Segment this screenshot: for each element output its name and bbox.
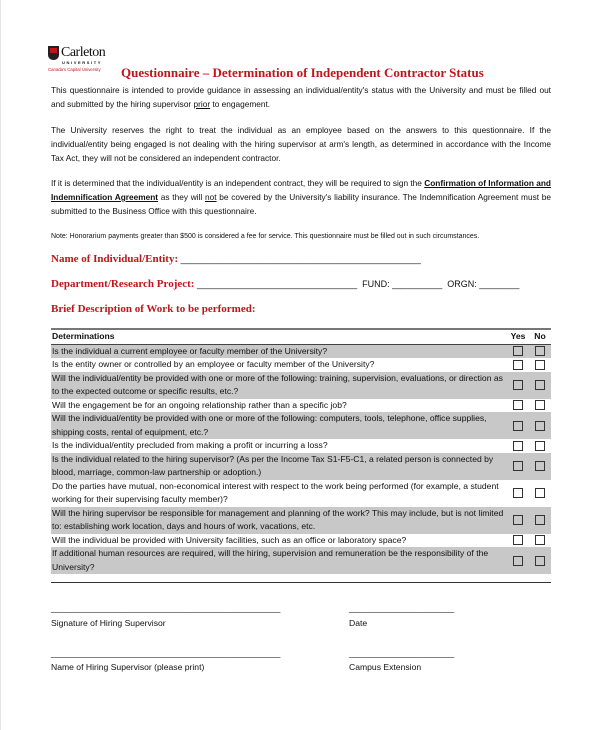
table-header — [51, 330, 551, 345]
orgn-label: ORGN: — [447, 279, 477, 289]
signature-label: Signature of Hiring Supervisor — [51, 618, 166, 628]
table-row — [51, 345, 551, 359]
name-field[interactable] — [51, 253, 421, 265]
table-row — [51, 453, 551, 480]
yes-checkbox[interactable] — [513, 535, 523, 545]
no-checkbox[interactable] — [535, 488, 545, 498]
date-line[interactable]: ______________________ — [349, 603, 455, 613]
yes-checkbox[interactable] — [513, 400, 523, 410]
contract-paragraph — [51, 176, 551, 218]
extension-line[interactable]: ______________________ — [349, 648, 455, 658]
department-input-line[interactable]: ________________________________ — [196, 279, 358, 289]
name-input-line[interactable]: ________________________________________________ — [180, 254, 421, 264]
treatment-paragraph: The University reserves the right to treat the individual as an employee based on the answers to this questionnaire. If the individual/entity being engaged is not dealing with the hiring supervisor at arm's length, as determined in accordance with the Income Tax Act, they will not be considered an independent contractor. — [51, 125, 551, 163]
intro-emphasis: prior — [193, 99, 211, 109]
department-label: Department/Research Project: — [51, 278, 195, 290]
question-text: Is the entity owner or controlled by an employee or faculty member of the University? — [52, 359, 375, 369]
table-row — [51, 534, 551, 548]
yes-checkbox[interactable] — [513, 380, 523, 390]
department-field[interactable] — [51, 278, 519, 290]
question-text: If additional human resources are required, will the hiring, supervision and remuneration be the responsibility of the University? — [52, 548, 489, 572]
no-checkbox[interactable] — [535, 346, 545, 356]
question-text: Will the individual be provided with University facilities, such as an office or laboratory space? — [52, 534, 407, 545]
yes-checkbox[interactable] — [513, 461, 523, 471]
contract-text: If it is determined that the individual/entity is an independent contract, they will be required to sign the — [51, 178, 425, 188]
yes-checkbox[interactable] — [513, 441, 523, 451]
no-checkbox[interactable] — [535, 400, 545, 410]
agreement-link[interactable]: Confirmation of Information and Indemnification Agreement — [51, 178, 551, 202]
question-text: Is the individual related to the hiring supervisor? (As per the Income Tax S1-F5-C1, a related person is connected by blood, marriage, common-law partnership or adoption.) — [52, 453, 494, 477]
table-row — [51, 480, 551, 507]
yes-checkbox[interactable] — [513, 488, 523, 498]
intro-text: This questionnaire is intended to provide guidance in assessing an individual/entity's status with the University and must be filled out and submitted by the hiring supervisor — [51, 85, 551, 109]
no-checkbox[interactable] — [535, 461, 545, 471]
no-checkbox[interactable] — [535, 441, 545, 451]
fund-input-line[interactable]: __________ — [392, 279, 443, 289]
header-determinations: Determinations — [52, 331, 115, 341]
contract-text-2: as they will — [158, 192, 205, 202]
extension-label: Campus Extension — [349, 662, 422, 672]
orgn-input-line[interactable]: ________ — [479, 279, 520, 289]
yes-checkbox[interactable] — [513, 421, 523, 431]
no-checkbox[interactable] — [535, 421, 545, 431]
yes-checkbox[interactable] — [513, 556, 523, 566]
shield-icon — [48, 46, 59, 60]
no-checkbox[interactable] — [535, 380, 545, 390]
brief-description-label: Brief Description of Work to be performed: — [51, 303, 256, 315]
header-no: No — [534, 331, 546, 341]
table-row — [51, 507, 551, 534]
table-row — [51, 547, 551, 574]
question-text: Is the individual/entity precluded from making a profit or incurring a loss? — [52, 440, 328, 450]
no-checkbox[interactable] — [535, 556, 545, 566]
yes-checkbox[interactable] — [513, 346, 523, 356]
supervisor-name-label: Name of Hiring Supervisor (please print) — [51, 662, 205, 672]
intro-text-end: to engagement. — [210, 99, 271, 109]
header-yes: Yes — [510, 331, 526, 341]
no-checkbox[interactable] — [535, 515, 545, 525]
question-text: Is the individual a current employee or faculty member of the University? — [52, 345, 328, 356]
fund-label: FUND: — [362, 279, 390, 289]
document-page: Carleton UNIVERSITY Canada's Capital University Questionnaire – Determination of Independent Contractor Status This questionnaire is intended to provide guidance in assessing an individual/entity's status with the University and must be filled out and submitted by the hiring supervisor prior to engagement. The University reserves the right to treat the individual as an employee based on the answers to this questionnaire. If the individual/entity being engaged is not dealing with the hiring supervisor at arm's length, as determined in accordance with the Income Tax Act, they will not be considered an independent contractor. If it is determined that the individual/entity is an independent contract, they will be required to sign the Confirmation of Information and Indemnification Agreement as they will not be covered by the University's liability insurance. The Indemnification Agreement must be submitted to the Business Office with this questionnaire. Note: Honorarium payments greater than $500 is considered a fee for service. This questionnaire must be filled out in such circumstances. Name of Individual/Entity: ________________________________________________ Department/Research Project: ________________________________ FUND: __________ ORGN: ________ Brief Description of Work to be performed: Determinations Yes No Is the individual a current employee or faculty member of the University? Is the entity owner or controlled by an employee or faculty member of the University? Will the individual/entity be provided with one or more of the following: training, supervision, evaluations, or direction as to the expected outcome or specific results, etc.? Will the engagement be for an ongoing relationship rather than a specific job? Will the individual/entity be provided with one or more of the following: computers, tools, telephone, office supplies, shipping costs, rental of equipment, etc.? Is the individual/entity precluded from making a profit or incurring a loss? Is the individual related to the hiring supervisor? (As per the Income Tax S1-F5-C1, a related person is connected by blood, marriage, common-law partnership or adoption.) Do the parties have mutual, non-economical interest with respect to the work being performed (for example, a student working for their supervising faculty member)? Will the hiring supervisor be responsible for management and planning of the work? This may include, but is not limited to: establishing work location, days and hours of work, vacations, etc. Will the individual be provided with University facilities, such as an office or laboratory space? If additional human resources are required, will the hiring, supervision and remuneration be the responsibility of the University? ________________________________________________ ______________________ Signature of Hiring Supervisor Date ________________________________________________ ______________________ Name of Hiring Supervisor (please print) Campus Extension — [0, 0, 600, 730]
table-row — [51, 358, 551, 372]
table-row — [51, 412, 551, 439]
supervisor-name-line[interactable]: ________________________________________________ — [51, 648, 281, 658]
question-text: Will the individual/entity be provided with one or more of the following: computers, tools, telephone, office supplies, shipping costs, rental of equipment, etc.? — [52, 413, 487, 437]
question-text: Will the hiring supervisor be responsible for management and planning of the work? This may include, but is not limited to: establishing work location, days and hours of work, vacations, etc. — [52, 507, 504, 531]
table-row — [51, 399, 551, 413]
yes-checkbox[interactable] — [513, 360, 523, 370]
signature-line[interactable]: ________________________________________________ — [51, 603, 281, 613]
yes-checkbox[interactable] — [513, 515, 523, 525]
contract-emphasis: not — [204, 192, 217, 202]
name-label: Name of Individual/Entity: — [51, 253, 179, 265]
table-bottom-rule — [51, 582, 551, 583]
no-checkbox[interactable] — [535, 360, 545, 370]
question-text: Do the parties have mutual, non-economical interest with respect to the work being performed (for example, a student working for their supervising faculty member)? — [52, 480, 499, 504]
intro-paragraph — [51, 83, 551, 111]
question-text: Will the individual/entity be provided with one or more of the following: training, supervision, evaluations, or direction as to the expected outcome or specific results, etc.? — [52, 372, 503, 396]
contract-text-3: be covered by the University's liability insurance. The Indemnification Agreement must be submitted to the Business Office with this questionnaire. — [51, 192, 551, 216]
note: Note: Honorarium payments greater than $500 is considered a fee for service. This questionnaire must be filled out in such circumstances. — [51, 233, 480, 240]
date-label: Date — [349, 618, 368, 628]
page-title: Questionnaire – Determination of Independent Contractor Status — [121, 65, 484, 80]
question-text: Will the engagement be for an ongoing relationship rather than a specific job? — [52, 399, 347, 410]
no-checkbox[interactable] — [535, 535, 545, 545]
determinations-table — [51, 328, 551, 574]
table-row — [51, 372, 551, 399]
table-row — [51, 439, 551, 453]
